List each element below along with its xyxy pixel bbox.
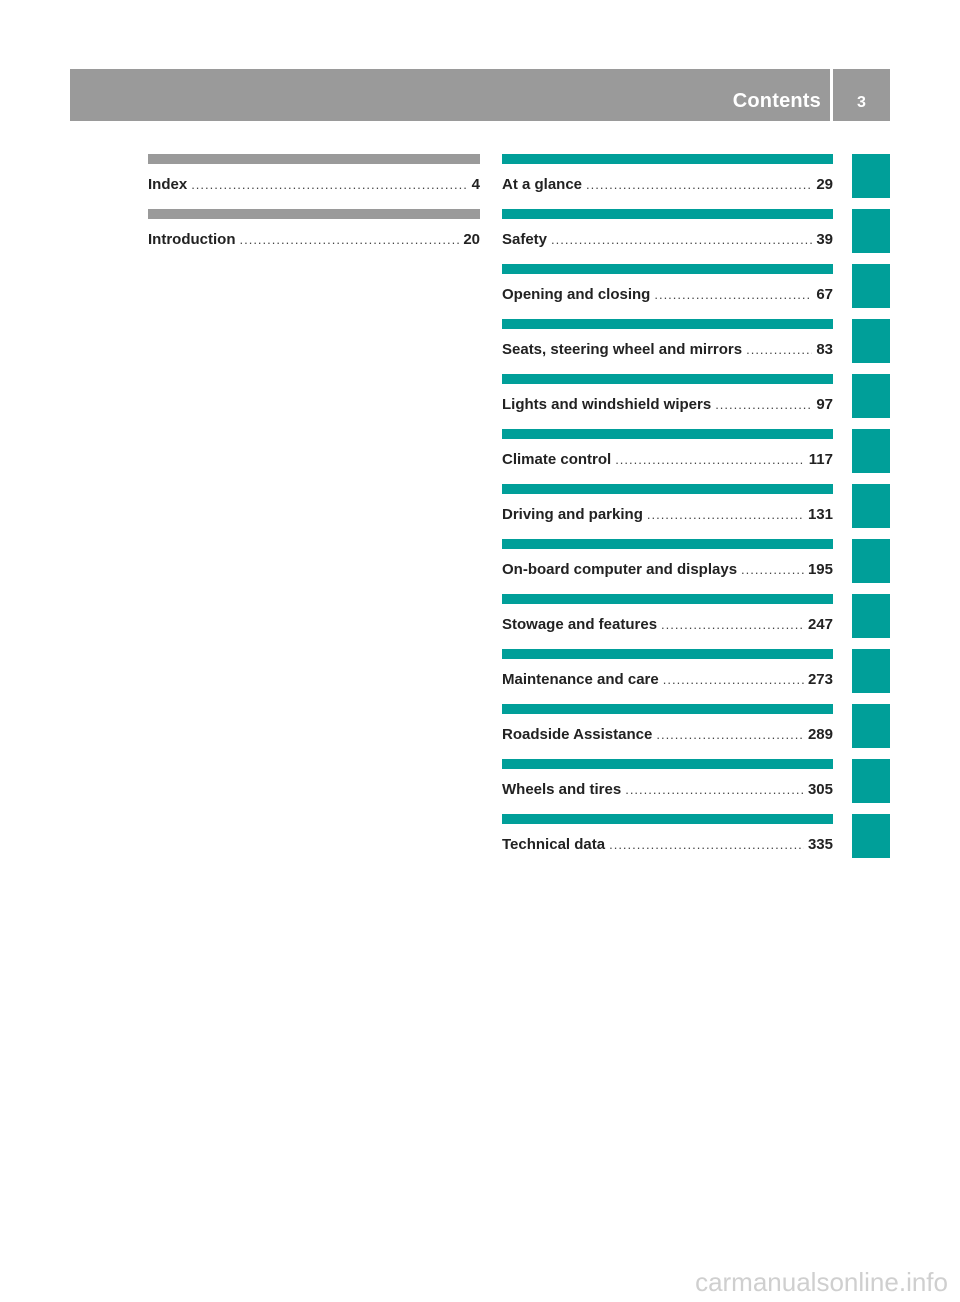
toc-entry-page: 195 xyxy=(807,561,833,578)
toc-entry-at-a-glance[interactable] xyxy=(502,154,833,204)
toc-entry-label: Wheels and tires xyxy=(502,781,622,798)
leader-dots xyxy=(656,727,804,742)
toc-entry-page: 289 xyxy=(807,726,833,743)
toc-entry-label: Lights and windshield wipers xyxy=(502,396,712,413)
section-bar xyxy=(502,154,833,164)
leader-dots xyxy=(609,837,804,852)
leader-dots xyxy=(625,782,804,797)
toc-entry-page: 117 xyxy=(808,451,833,468)
toc-entry-page: 131 xyxy=(807,506,833,523)
toc-entry-label: Opening and closing xyxy=(502,286,651,303)
toc-entry-introduction[interactable] xyxy=(148,209,480,259)
side-tab-climate-control[interactable] xyxy=(852,429,890,473)
leader-dots xyxy=(239,232,459,247)
side-tab-technical-data[interactable] xyxy=(852,814,890,858)
toc-entry-page: 247 xyxy=(807,616,833,633)
section-bar xyxy=(502,429,833,439)
side-tab-at-a-glance[interactable] xyxy=(852,154,890,198)
toc-entry-label: On-board computer and displays xyxy=(502,561,738,578)
section-bar xyxy=(502,759,833,769)
header-title: Contents xyxy=(732,90,821,112)
watermark: carmanualsonline.info xyxy=(695,1267,948,1297)
page-header xyxy=(70,69,890,121)
toc-entry-page: 20 xyxy=(463,231,480,248)
section-bar xyxy=(502,209,833,219)
side-tab-roadside-assistance[interactable] xyxy=(852,704,890,748)
toc-entry-maintenance-and-care[interactable] xyxy=(502,649,833,699)
side-tab-opening-and-closing[interactable] xyxy=(852,264,890,308)
toc-entry-page: 4 xyxy=(471,176,480,193)
section-bar xyxy=(502,704,833,714)
toc-entry-page: 39 xyxy=(816,231,833,248)
toc-entry-page: 67 xyxy=(816,286,833,303)
leader-dots xyxy=(551,232,812,247)
section-bar xyxy=(502,374,833,384)
side-tab-safety[interactable] xyxy=(852,209,890,253)
toc-entry-opening-and-closing[interactable] xyxy=(502,264,833,314)
toc-entry-label: Index xyxy=(148,176,188,193)
leader-dots xyxy=(191,177,467,192)
toc-entry-label: Climate control xyxy=(502,451,612,468)
toc-entry-page: 305 xyxy=(807,781,833,798)
side-tab-stowage-and-features[interactable] xyxy=(852,594,890,638)
leader-dots xyxy=(741,562,804,577)
leader-dots xyxy=(654,287,812,302)
toc-entry-seats-steering-mirrors[interactable] xyxy=(502,319,833,369)
section-bar xyxy=(502,264,833,274)
toc-entry-label: Technical data xyxy=(502,836,606,853)
toc-entry-page: 83 xyxy=(816,341,833,358)
toc-entry-wheels-and-tires[interactable] xyxy=(502,759,833,809)
toc-entry-on-board-computer[interactable] xyxy=(502,539,833,589)
leader-dots xyxy=(715,397,812,412)
section-bar xyxy=(502,649,833,659)
toc-entry-page: 29 xyxy=(816,176,833,193)
toc-entry-label: Roadside Assistance xyxy=(502,726,653,743)
section-bar xyxy=(502,539,833,549)
section-bar xyxy=(502,484,833,494)
leader-dots xyxy=(661,617,804,632)
leader-dots xyxy=(586,177,812,192)
side-tab-driving-and-parking[interactable] xyxy=(852,484,890,528)
toc-entry-label: Stowage and features xyxy=(502,616,658,633)
leader-dots xyxy=(746,342,812,357)
side-tab-seats-steering-mirrors[interactable] xyxy=(852,319,890,363)
toc-entry-page: 273 xyxy=(807,671,833,688)
section-bar xyxy=(502,814,833,824)
toc-entry-safety[interactable] xyxy=(502,209,833,259)
leader-dots xyxy=(615,452,805,467)
side-tab-on-board-computer[interactable] xyxy=(852,539,890,583)
toc-entry-driving-and-parking[interactable] xyxy=(502,484,833,534)
toc-entry-climate-control[interactable] xyxy=(502,429,833,479)
toc-entry-page: 97 xyxy=(816,396,833,413)
toc-entry-label: Introduction xyxy=(148,231,236,248)
section-bar xyxy=(502,594,833,604)
toc-entry-lights-and-wipers[interactable] xyxy=(502,374,833,424)
toc-entry-roadside-assistance[interactable] xyxy=(502,704,833,754)
section-bar xyxy=(148,154,480,164)
side-tab-maintenance-and-care[interactable] xyxy=(852,649,890,693)
section-bar xyxy=(148,209,480,219)
toc-entry-label: Seats, steering wheel and mirrors xyxy=(502,341,743,358)
leader-dots xyxy=(647,507,804,522)
toc-entry-label: At a glance xyxy=(502,176,583,193)
leader-dots xyxy=(663,672,804,687)
header-page-number: 3 xyxy=(857,94,866,111)
section-bar xyxy=(502,319,833,329)
toc-entry-label: Driving and parking xyxy=(502,506,643,523)
side-tab-lights-and-wipers[interactable] xyxy=(852,374,890,418)
toc-entry-label: Safety xyxy=(502,231,548,248)
toc-entry-technical-data[interactable] xyxy=(502,814,833,864)
toc-entry-index[interactable] xyxy=(148,154,480,204)
toc-entry-stowage-and-features[interactable] xyxy=(502,594,833,644)
toc-entry-label: Maintenance and care xyxy=(502,671,659,688)
toc-entry-page: 335 xyxy=(807,836,833,853)
side-tab-wheels-and-tires[interactable] xyxy=(852,759,890,803)
